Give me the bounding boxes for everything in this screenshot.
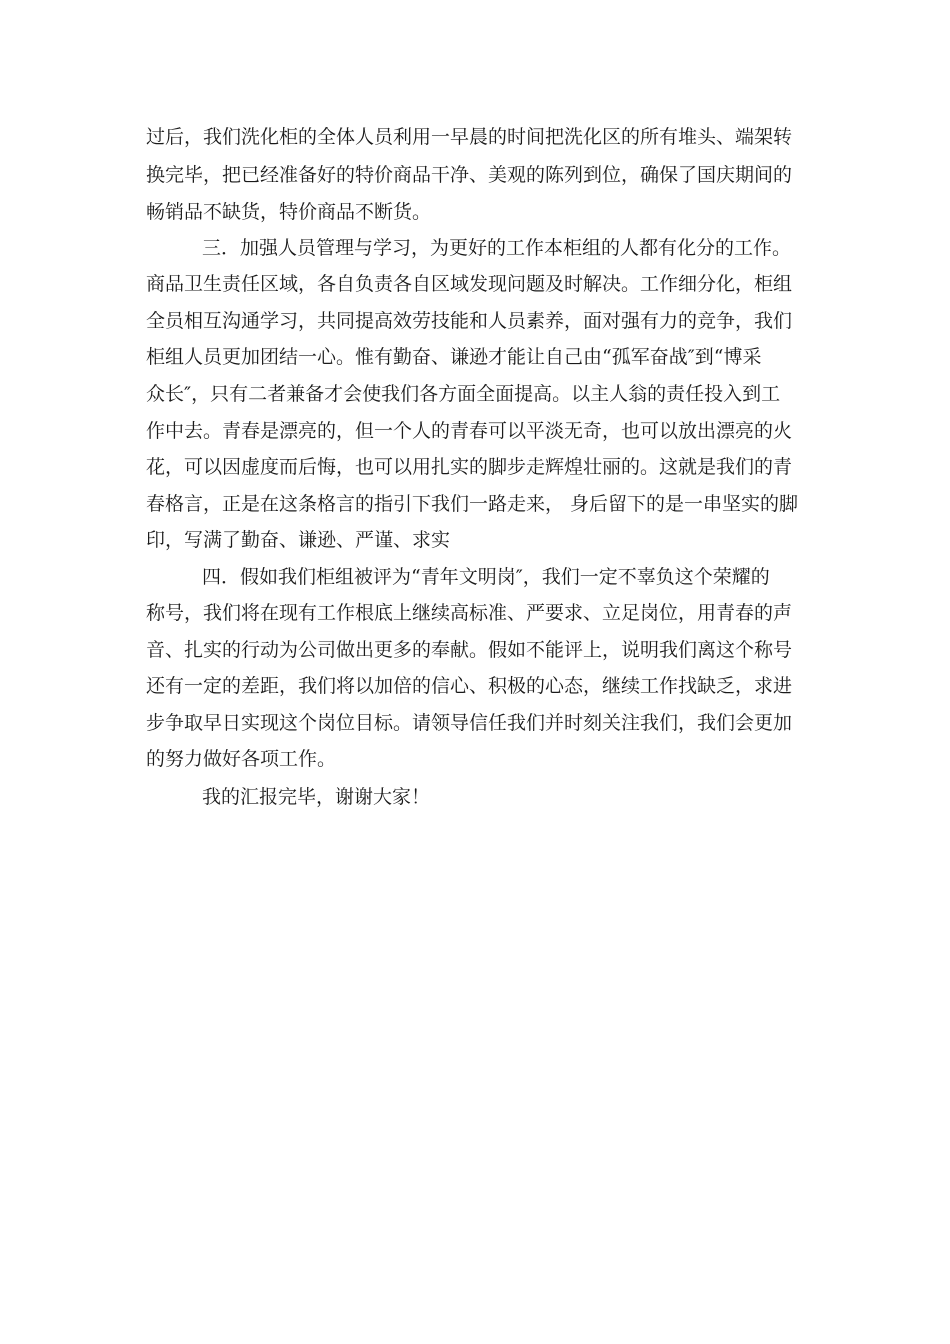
body-text-line: 春格言，正是在这条格言的指引下我们一路走来， 身后留下的是一串坚实的脚 — [146, 493, 799, 515]
body-text-line: 作中去。青春是漂亮的，但一个人的青春可以平淡无奇，也可以放出漂亮的火 — [146, 420, 793, 442]
body-text-line: 花，可以因虚度而后悔，也可以用扎实的脚步走辉煌壮丽的。这就是我们的青 — [146, 456, 793, 478]
body-text-line: 还有一定的差距，我们将以加倍的信心、积极的心态，继续工作找缺乏，求进 — [146, 675, 793, 697]
body-text-line: 畅销品不缺货，特价商品不断货。 — [146, 201, 432, 223]
body-text-line: 全员相互沟通学习，共同提高效劳技能和人员素养，面对强有力的竞争，我们 — [146, 310, 793, 332]
body-text-line: 的努力做好各项工作。 — [146, 748, 337, 770]
body-text-line: 商品卫生责任区域，各自负责各自区域发现问题及时解决。工作细分化，柜组 — [146, 273, 793, 295]
section-three-heading-line: 三．加强人员管理与学习，为更好的工作本柜组的人都有化分的工作。 — [202, 237, 792, 259]
body-text-line: 过后，我们洗化柜的全体人员利用一早晨的时间把洗化区的所有堆头、端架转 — [146, 126, 793, 148]
body-text-line: 音、扎实的行动为公司做出更多的奉献。假如不能评上，说明我们离这个称号 — [146, 639, 793, 661]
section-four-heading-line: 四．假如我们柜组被评为“青年文明岗″，我们一定不辜负这个荣耀的 — [202, 566, 770, 588]
body-text-line: 众长″，只有二者兼备才会使我们各方面全面提高。以主人翁的责任投入到工 — [146, 383, 781, 405]
body-text-line: 印，写满了勤奋、谦逊、严谨、求实 — [146, 529, 451, 551]
body-text-line: 步争取早日实现这个岗位目标。请领导信任我们并时刻关注我们，我们会更加 — [146, 712, 793, 734]
body-text-line: 柜组人员更加团结一心。惟有勤奋、谦逊才能让自己由“孤军奋战″到“博采 — [146, 346, 762, 368]
closing-line: 我的汇报完毕，谢谢大家！ — [202, 786, 431, 808]
body-text-line: 换完毕，把已经准备好的特价商品干净、美观的陈列到位，确保了国庆期间的 — [146, 164, 793, 186]
body-text-line: 称号，我们将在现有工作根底上继续高标准、严要求、立足岗位，用青春的声 — [146, 602, 793, 624]
